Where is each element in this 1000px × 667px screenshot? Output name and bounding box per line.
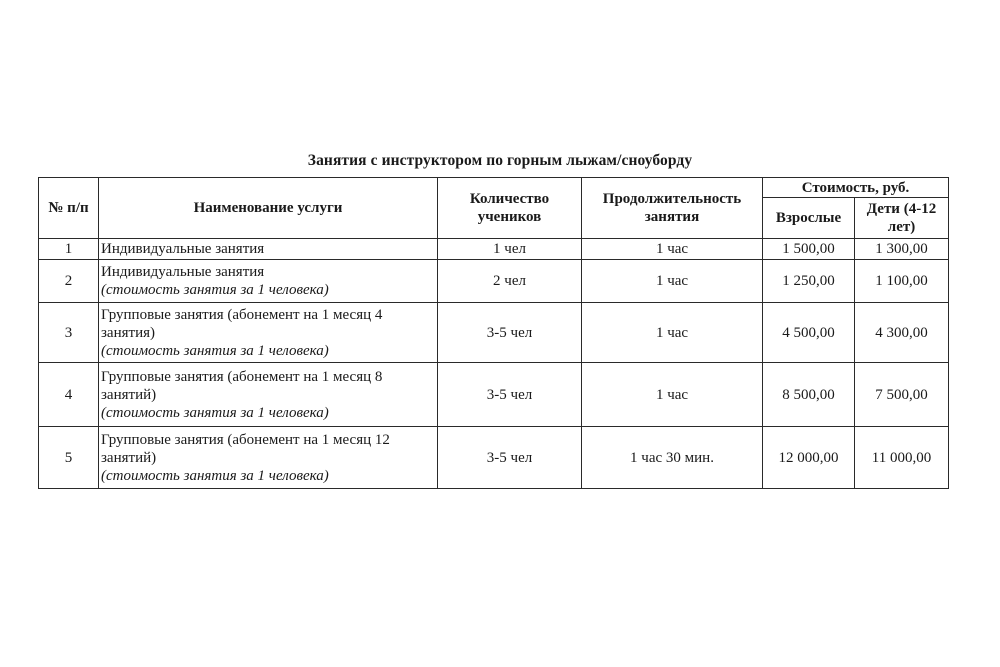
- header-students: Количество учеников: [438, 178, 582, 239]
- table-row: [39, 363, 949, 427]
- row-students: 3-5 чел: [438, 427, 582, 489]
- row-price-adults: 12 000,00: [763, 427, 855, 489]
- row-service-name: [99, 363, 438, 427]
- service-title: Групповые занятия (абонемент на 1 месяц 8 занятий): [101, 368, 383, 403]
- row-price-adults: 1 500,00: [763, 239, 855, 260]
- row-price-kids: 1 100,00: [855, 260, 949, 303]
- row-price-adults: 8 500,00: [763, 363, 855, 427]
- header-number: № п/п: [39, 178, 99, 239]
- header-duration: Продолжительность занятия: [582, 178, 763, 239]
- row-students: 2 чел: [438, 260, 582, 303]
- service-note: (стоимость занятия за 1 человека): [101, 342, 329, 359]
- document-title: Занятия с инструктором по горным лыжам/сноуборду: [307, 152, 693, 169]
- row-duration: 1 час: [582, 363, 763, 427]
- price-table: [38, 177, 949, 489]
- service-note: (стоимость занятия за 1 человека): [101, 282, 329, 298]
- row-number: 4: [39, 363, 99, 427]
- service-title: Групповые занятия (абонемент на 1 месяц 4 занятия): [101, 306, 383, 341]
- row-price-kids: 11 000,00: [855, 427, 949, 489]
- header-cost: Стоимость, руб.: [763, 178, 949, 198]
- service-title: Индивидуальные занятия: [101, 264, 265, 280]
- row-number: 2: [39, 260, 99, 303]
- service-title: Индивидуальные занятия: [101, 241, 265, 257]
- row-students: 3-5 чел: [438, 303, 582, 363]
- row-price-kids: 7 500,00: [855, 363, 949, 427]
- row-students: 1 чел: [438, 239, 582, 260]
- row-service-name: [99, 427, 438, 489]
- service-note: (стоимость занятия за 1 человека): [101, 404, 329, 421]
- table-row: [39, 260, 949, 303]
- row-duration: 1 час 30 мин.: [582, 427, 763, 489]
- header-adults: Взрослые: [763, 198, 855, 239]
- row-number: 1: [39, 239, 99, 260]
- service-title: Групповые занятия (абонемент на 1 месяц 12 занятий): [101, 431, 390, 466]
- table-row: [39, 239, 949, 260]
- row-price-adults: 4 500,00: [763, 303, 855, 363]
- header-row: [39, 178, 949, 198]
- row-service-name: [99, 260, 438, 303]
- row-price-kids: 4 300,00: [855, 303, 949, 363]
- row-number: 5: [39, 427, 99, 489]
- table-row: [39, 303, 949, 363]
- row-duration: 1 час: [582, 239, 763, 260]
- row-service-name: [99, 303, 438, 363]
- row-service-name: [99, 239, 438, 260]
- row-students: 3-5 чел: [438, 363, 582, 427]
- row-price-kids: 1 300,00: [855, 239, 949, 260]
- row-price-adults: 1 250,00: [763, 260, 855, 303]
- row-duration: 1 час: [582, 260, 763, 303]
- header-service: Наименование услуги: [99, 178, 438, 239]
- row-duration: 1 час: [582, 303, 763, 363]
- table-row: [39, 427, 949, 489]
- header-kids: Дети (4-12 лет): [855, 198, 949, 239]
- row-number: 3: [39, 303, 99, 363]
- service-note: (стоимость занятия за 1 человека): [101, 467, 329, 484]
